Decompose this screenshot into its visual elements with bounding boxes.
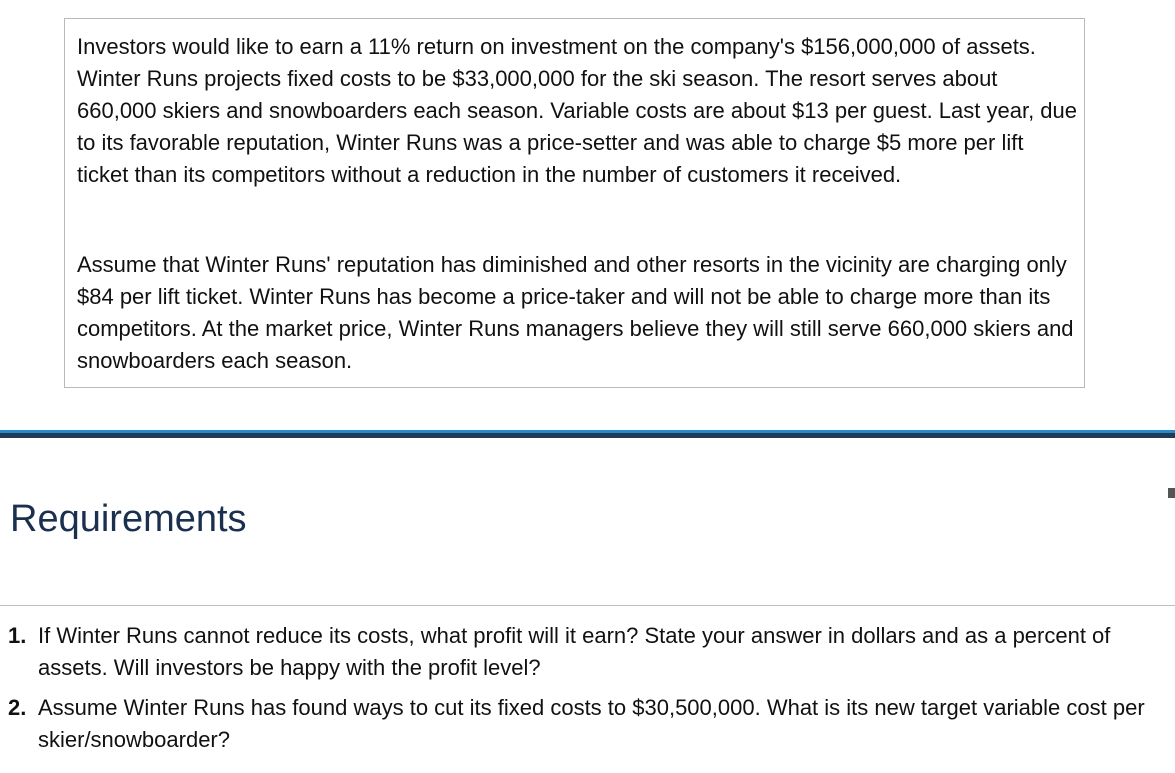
- problem-paragraph-1: Investors would like to earn a 11% return on investment on the company's $156,000,000 of assets. Winter Runs projects fixed costs to be $33,000,000 for the ski season. The resort serves about 660,000 skiers and snowboarders each season. Variable costs are about $13 per guest. Last year, due to its favorable reputation, Winter Runs was a price-setter and was able to charge $5 more per lift ticket than its competitors without a reduction in the number of customers it received.: [77, 34, 1078, 187]
- requirements-rule: [0, 605, 1175, 606]
- requirements-list: [8, 620, 1168, 764]
- requirement-text: Assume Winter Runs has found ways to cut its fixed costs to $30,500,000. What is its new target variable cost per skier/snowboarder?: [38, 695, 1145, 752]
- section-divider: [0, 430, 1175, 438]
- requirements-title: Requirements: [10, 498, 247, 540]
- problem-paragraph-2: Assume that Winter Runs' reputation has diminished and other resorts in the vicinity are charging only $84 per lift ticket. Winter Runs has become a price-taker and will not be able to charge more than its competitors. At the market price, Winter Runs managers believe they will still serve 660,000 skiers and snowboarders each season.: [77, 252, 1074, 373]
- requirement-item-1: [8, 620, 1168, 684]
- requirement-number: 1.: [8, 623, 27, 648]
- requirement-text: If Winter Runs cannot reduce its costs, what profit will it earn? State your answer in dollars and as a percent of assets. Will investors be happy with the profit level?: [38, 623, 1111, 680]
- requirement-number: 2.: [8, 695, 27, 720]
- scrollbar-thumb[interactable]: [1168, 488, 1175, 498]
- problem-info-box: [64, 18, 1085, 388]
- requirement-item-2: [8, 692, 1168, 756]
